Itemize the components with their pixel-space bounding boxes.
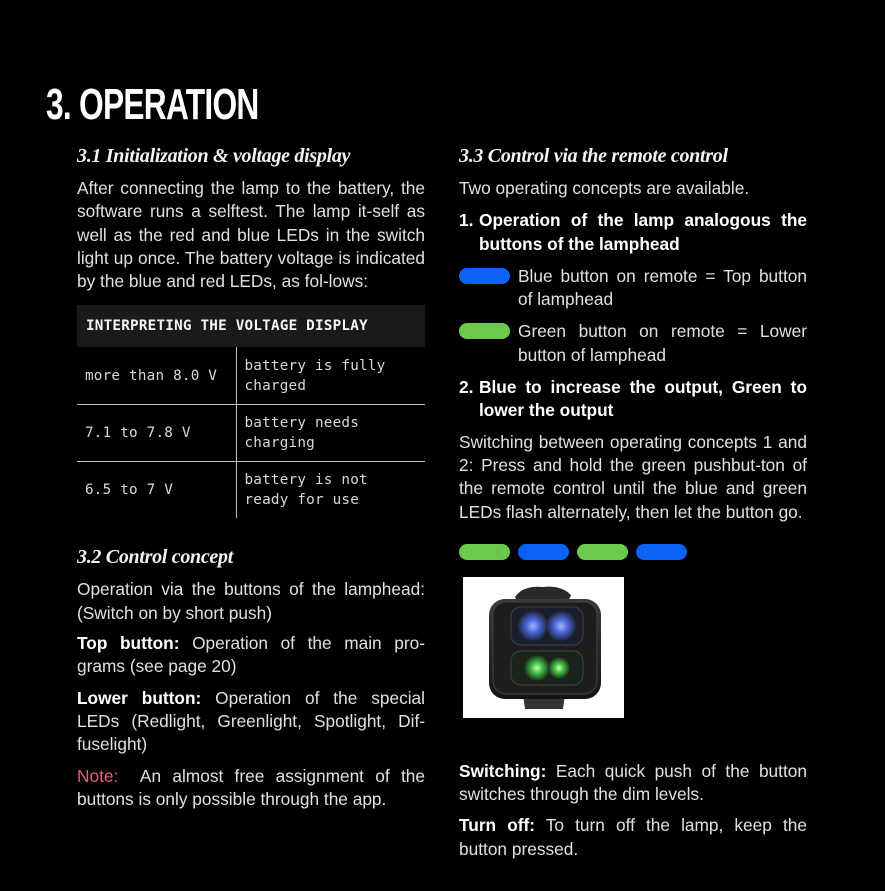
blue-mapping-row [459,265,807,312]
green-mapping-text: Green button on remote = Lower button of lamphead [518,321,807,365]
table-row [77,461,425,518]
blue-mapping-text: Blue button on remote = Top button of lamphead [518,265,807,310]
switching-text: Each quick push of the button switches through the dim levels. [459,760,807,805]
remote-control-photo [463,577,624,718]
note-label: Note: [77,765,119,786]
section-3-3-intro: Two operating concepts are available. [459,178,750,198]
section-3-2-heading: 3.2 Control concept [77,546,233,569]
turn-off-paragraph [459,814,807,861]
turn-off-text: To turn off the lamp, keep the button pressed. [459,815,807,859]
left-column [77,143,430,811]
right-column [459,143,807,861]
section-3-3-heading: 3.3 Control via the remote control [459,145,728,167]
green-led-icon [459,544,510,560]
switching-concepts-text: Switching between operating concepts 1 and 2: Press and hold the green pushbut-ton of the remote control until the blue and green LEDs flash alternately, then let the button go. [459,431,807,522]
note-text: An almost free assignment of the buttons is only possible through the app. [77,765,430,809]
concept-1-text: Operation of the lamp analogous the buttons of the lamphead [479,210,807,254]
section-3-1-heading: 3.1 Initialization & voltage display [77,145,351,167]
green-led-icon [577,544,628,560]
lower-button-label: Lower button: [77,687,202,708]
top-button-paragraph [77,632,425,679]
concept-1-item [459,209,807,256]
voltage-table-header: INTERPRETING THE VOLTAGE DISPLAY [77,305,425,347]
switching-paragraph [459,760,807,807]
page-title: 3. OPERATION [46,80,259,129]
note-paragraph [77,765,430,812]
voltage-cell: more than 8.0 V [77,347,236,404]
lower-button-paragraph [77,687,425,757]
table-row [77,347,425,404]
meaning-cell: battery is not ready for use [244,472,368,509]
voltage-table [77,305,425,518]
blue-led-icon [636,544,687,560]
meaning-cell: battery needs charging [236,404,425,461]
blue-button-icon [459,268,510,284]
voltage-cell: 6.5 to 7 V [77,461,236,518]
top-button-text: Operation of the main pro-grams (see page 20) [77,633,425,677]
top-button-label: Top button: [77,633,180,654]
lower-button-text: Operation of the special LEDs (Redlight, Greenlight, Spotlight, Dif-fuselight) [77,687,425,755]
section-3-1-body: After connecting the lamp to the battery, the software runs a selftest. The lamp it-self as well as the red and blue LEDs in the switch light up once. The battery voltage is indicated by the blue and red LEDs, as fol-lows: [77,178,425,292]
section-3-2-intro: Operation via the buttons of the lamphead: (Switch on by short push) [77,579,425,623]
concept-2-text: Blue to increase the output, Green to lower the output [479,377,807,421]
meaning-cell: battery is fully charged [236,347,425,404]
voltage-cell: 7.1 to 7.8 V [77,404,236,461]
remote-control-illustration [463,577,624,718]
switching-label: Switching: [459,760,547,781]
turn-off-label: Turn off: [459,815,536,836]
concept-2-number: 2. [459,377,474,398]
blue-led-icon [518,544,569,560]
table-row [77,404,425,461]
green-mapping-row [459,320,807,367]
green-button-icon [459,323,510,339]
concept-1-number: 1. [459,210,474,231]
led-flash-sequence [459,544,807,560]
concept-2-item [459,376,807,423]
